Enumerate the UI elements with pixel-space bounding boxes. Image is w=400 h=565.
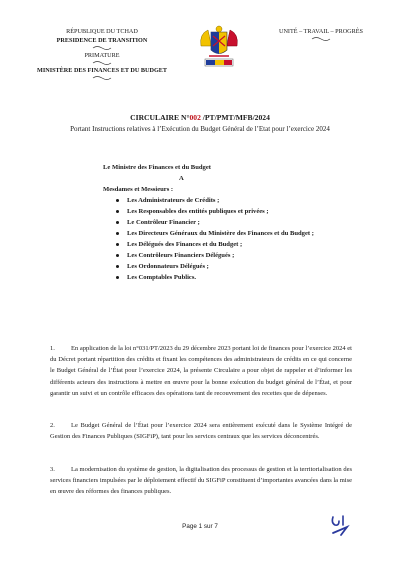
header-right-block <box>262 27 380 42</box>
page-footer: Page 1 sur 7 <box>182 523 218 530</box>
republic-label: RÉPUBLIQUE DU TCHAD <box>66 28 138 35</box>
salutation-label: Mesdames et Messieurs : <box>103 186 174 193</box>
recipient-item: Les Directeurs Généraux du Ministère des Finances et du Budget ; <box>127 230 314 237</box>
motto-label: UNITÉ – TRAVAIL – PROGRÈS <box>279 28 363 35</box>
ministry-label: MINISTÈRE DES FINANCES ET DU BUDGET <box>36 67 168 74</box>
circular-title-suffix: /PT/PMT/MFB/2024 <box>200 113 270 122</box>
circular-title <box>0 113 400 123</box>
recipient-item: Les Comptables Publics. <box>125 272 314 283</box>
ornament-divider-icon <box>311 36 331 42</box>
recipient-item: Le Contrôleur Financier ; <box>125 217 314 228</box>
primature-label: PRIMATURE <box>84 52 120 59</box>
presidency-label: PRESIDENCE DE TRANSITION <box>56 37 148 44</box>
paragraph-number: 2. <box>50 422 55 429</box>
paragraph-1 <box>50 343 352 399</box>
recipient-item: Les Administrateurs de Crédits ; <box>125 195 314 206</box>
paragraph-text: En application de la loi n°031/PT/2023 du 29 décembre 2023 portant loi de finances pour l’exercice 2024 et du Décret portant répartition des crédits et fixant les compétences des administrateurs de crédits en ce qui concerne le Budget Général de l’État pour l’exercice 2024, la présente Circulaire a pour objet de rappeler et d’informer les différents acteurs des instructions à mettre en œuvre pour la bonne exécution du budget général de l’État, et pour garantir un suivi et un contrôle efficaces des opérations tant de recouvrement des recettes que de dépenses. <box>50 345 352 397</box>
paragraph-2 <box>50 420 352 442</box>
address-block <box>103 162 314 283</box>
ornament-divider-icon <box>92 75 112 81</box>
circular-title-prefix: CIRCULAIRE N° <box>130 113 190 122</box>
paragraph-text: Le Budget Général de l’État pour l’exercice 2024 sera entièrement exécuté dans le Système Intégré de Gestion des Finances Publiques (SIGFiP), tant pour les services centraux que les services déconcentrés. <box>50 422 352 441</box>
paragraph-text: La modernisation du système de gestion, la digitalisation des processus de gestion et la territorialisation des services financiers impulsées par le déploiement effectif du SIGFiP constituent d’importantes avancées dans la mise en œuvre des réformes des finances publiques. <box>50 466 352 496</box>
recipient-item: Les Délégués des Finances et du Budget ; <box>125 239 314 250</box>
recipient-item: Les Ordonnateurs Délégués ; <box>125 261 314 272</box>
header-left-block <box>22 27 182 81</box>
to-label: A <box>179 175 184 182</box>
chad-coat-of-arms-icon <box>196 24 242 72</box>
sender-label: Le Ministre des Finances et du Budget <box>103 164 211 171</box>
circular-number: 002 <box>189 113 201 122</box>
recipient-item: Les Responsables des entités publiques et privées ; <box>125 206 314 217</box>
paragraph-3 <box>50 464 352 498</box>
recipient-item: Les Contrôleurs Financiers Délégués ; <box>125 250 314 261</box>
recipient-list <box>103 195 314 283</box>
circular-subtitle: Portant Instructions relatives à l’Exécution du Budget Général de l’Etat pour l’exercice 2024 <box>70 125 330 133</box>
paragraph-number: 1. <box>50 345 55 352</box>
paragraph-number: 3. <box>50 466 55 473</box>
